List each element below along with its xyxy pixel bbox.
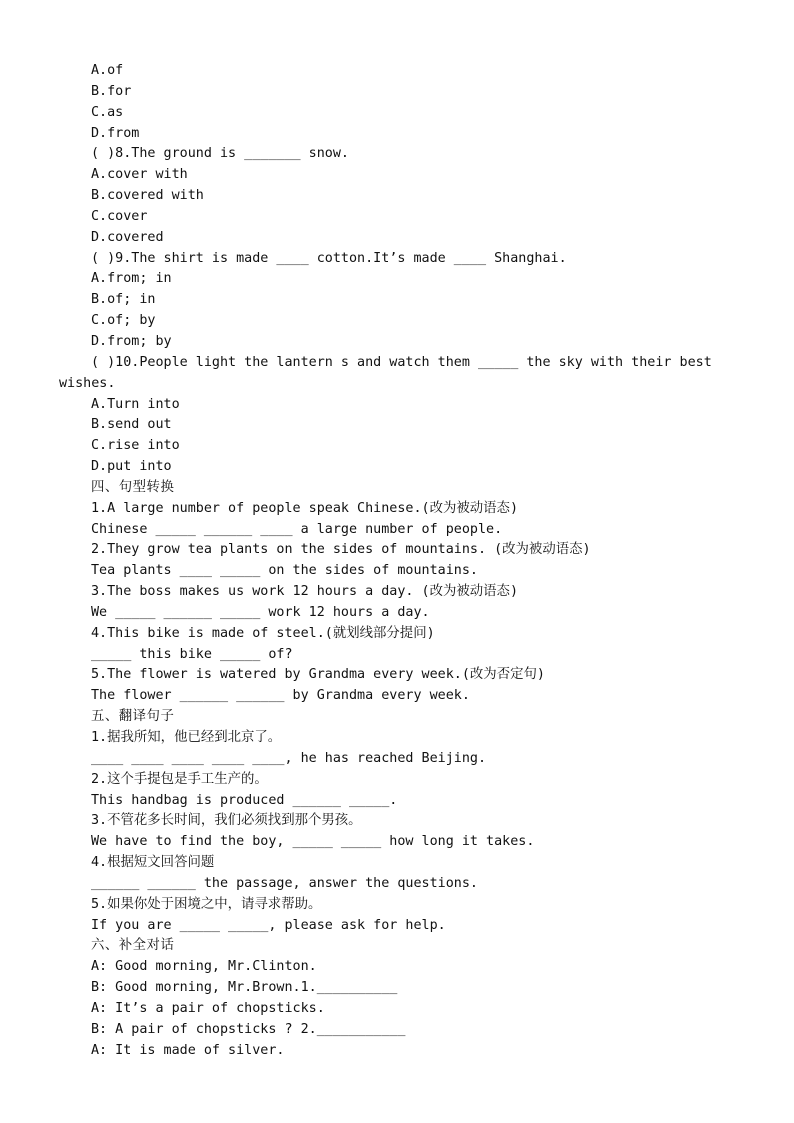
answer-option: A.Turn into (91, 396, 180, 412)
question-continuation: wishes. (59, 375, 116, 391)
question-line: 1.A large number of people speak Chinese.(改为被动语态) (91, 500, 519, 516)
answer-option: D.put into (91, 459, 172, 475)
answer-blank-line: The flower ______ ______ by Grandma every week. (91, 688, 470, 704)
section-heading: 四、句型转换 (91, 479, 175, 495)
answer-blank-line: Chinese _____ ______ ____ a large number of people. (91, 521, 503, 537)
answer-option: B.for (91, 83, 132, 99)
question-line: 3.不管花多长时间，我们必须找到那个男孩。 (91, 813, 362, 829)
question-line: 2.这个手提包是手工生产的。 (91, 771, 268, 787)
answer-blank-line: We have to find the boy, _____ _____ how long it takes. (91, 834, 535, 850)
question-line: 4.根据短文回答问题 (91, 855, 215, 871)
question-line: ( )10.People light the lantern s and watch them _____ the sky with their best (91, 354, 712, 370)
question-line: 4.This bike is made of steel.(就划线部分提问) (91, 625, 435, 641)
dialogue-line: A: It’s a pair of chopsticks. (91, 1000, 325, 1016)
answer-blank-line: ____ ____ ____ ____ ____, he has reached Beijing. (91, 750, 487, 766)
answer-blank-line: Tea plants ____ _____ on the sides of mountains. (91, 563, 478, 579)
answer-option: C.of; by (91, 313, 156, 329)
answer-blank-line: ______ ______ the passage, answer the questions. (91, 875, 478, 891)
dialogue-line: B: Good morning, Mr.Brown.1.__________ (91, 980, 398, 996)
answer-option: C.cover (91, 208, 148, 224)
answer-option: B.covered with (91, 188, 204, 204)
answer-option: D.from (91, 125, 140, 141)
answer-blank-line: We _____ ______ _____ work 12 hours a day. (91, 604, 430, 620)
answer-blank-line: _____ this bike _____ of? (91, 646, 293, 662)
answer-option: B.send out (91, 417, 172, 433)
answer-option: A.from; in (91, 271, 172, 287)
document-body (0, 61, 794, 1062)
question-line: 5.The flower is watered by Grandma every week.(改为否定句) (91, 667, 545, 683)
answer-option: A.of (91, 63, 124, 78)
question-line: 5.如果你处于困境之中，请寻求帮助。 (91, 896, 322, 912)
question-line: 1.据我所知，他已经到北京了。 (91, 730, 282, 745)
answer-option: D.from; by (91, 333, 172, 349)
answer-blank-line: This handbag is produced ______ _____. (91, 792, 398, 808)
question-line: ( )9.The shirt is made ____ cotton.It’s made ____ Shanghai. (91, 250, 567, 266)
section-heading: 六、补全对话 (91, 938, 175, 954)
answer-option: C.rise into (91, 438, 180, 454)
answer-blank-line: If you are _____ _____, please ask for help. (91, 917, 446, 933)
answer-option: D.covered (91, 229, 164, 245)
dialogue-line: A: It is made of silver. (91, 1042, 285, 1058)
answer-option: A.cover with (91, 167, 188, 183)
answer-option: B.of; in (91, 292, 156, 308)
dialogue-line: B: A pair of chopsticks ? 2.___________ (91, 1021, 406, 1037)
question-line: 3.The boss makes us work 12 hours a day. (改为被动语态) (91, 584, 519, 600)
section-heading: 五、翻译句子 (91, 709, 175, 725)
dialogue-line: A: Good morning, Mr.Clinton. (91, 959, 317, 975)
answer-option: C.as (91, 104, 124, 120)
question-line: 2.They grow tea plants on the sides of mountains. (改为被动语态) (91, 542, 591, 558)
question-line: ( )8.The ground is _______ snow. (91, 146, 349, 162)
